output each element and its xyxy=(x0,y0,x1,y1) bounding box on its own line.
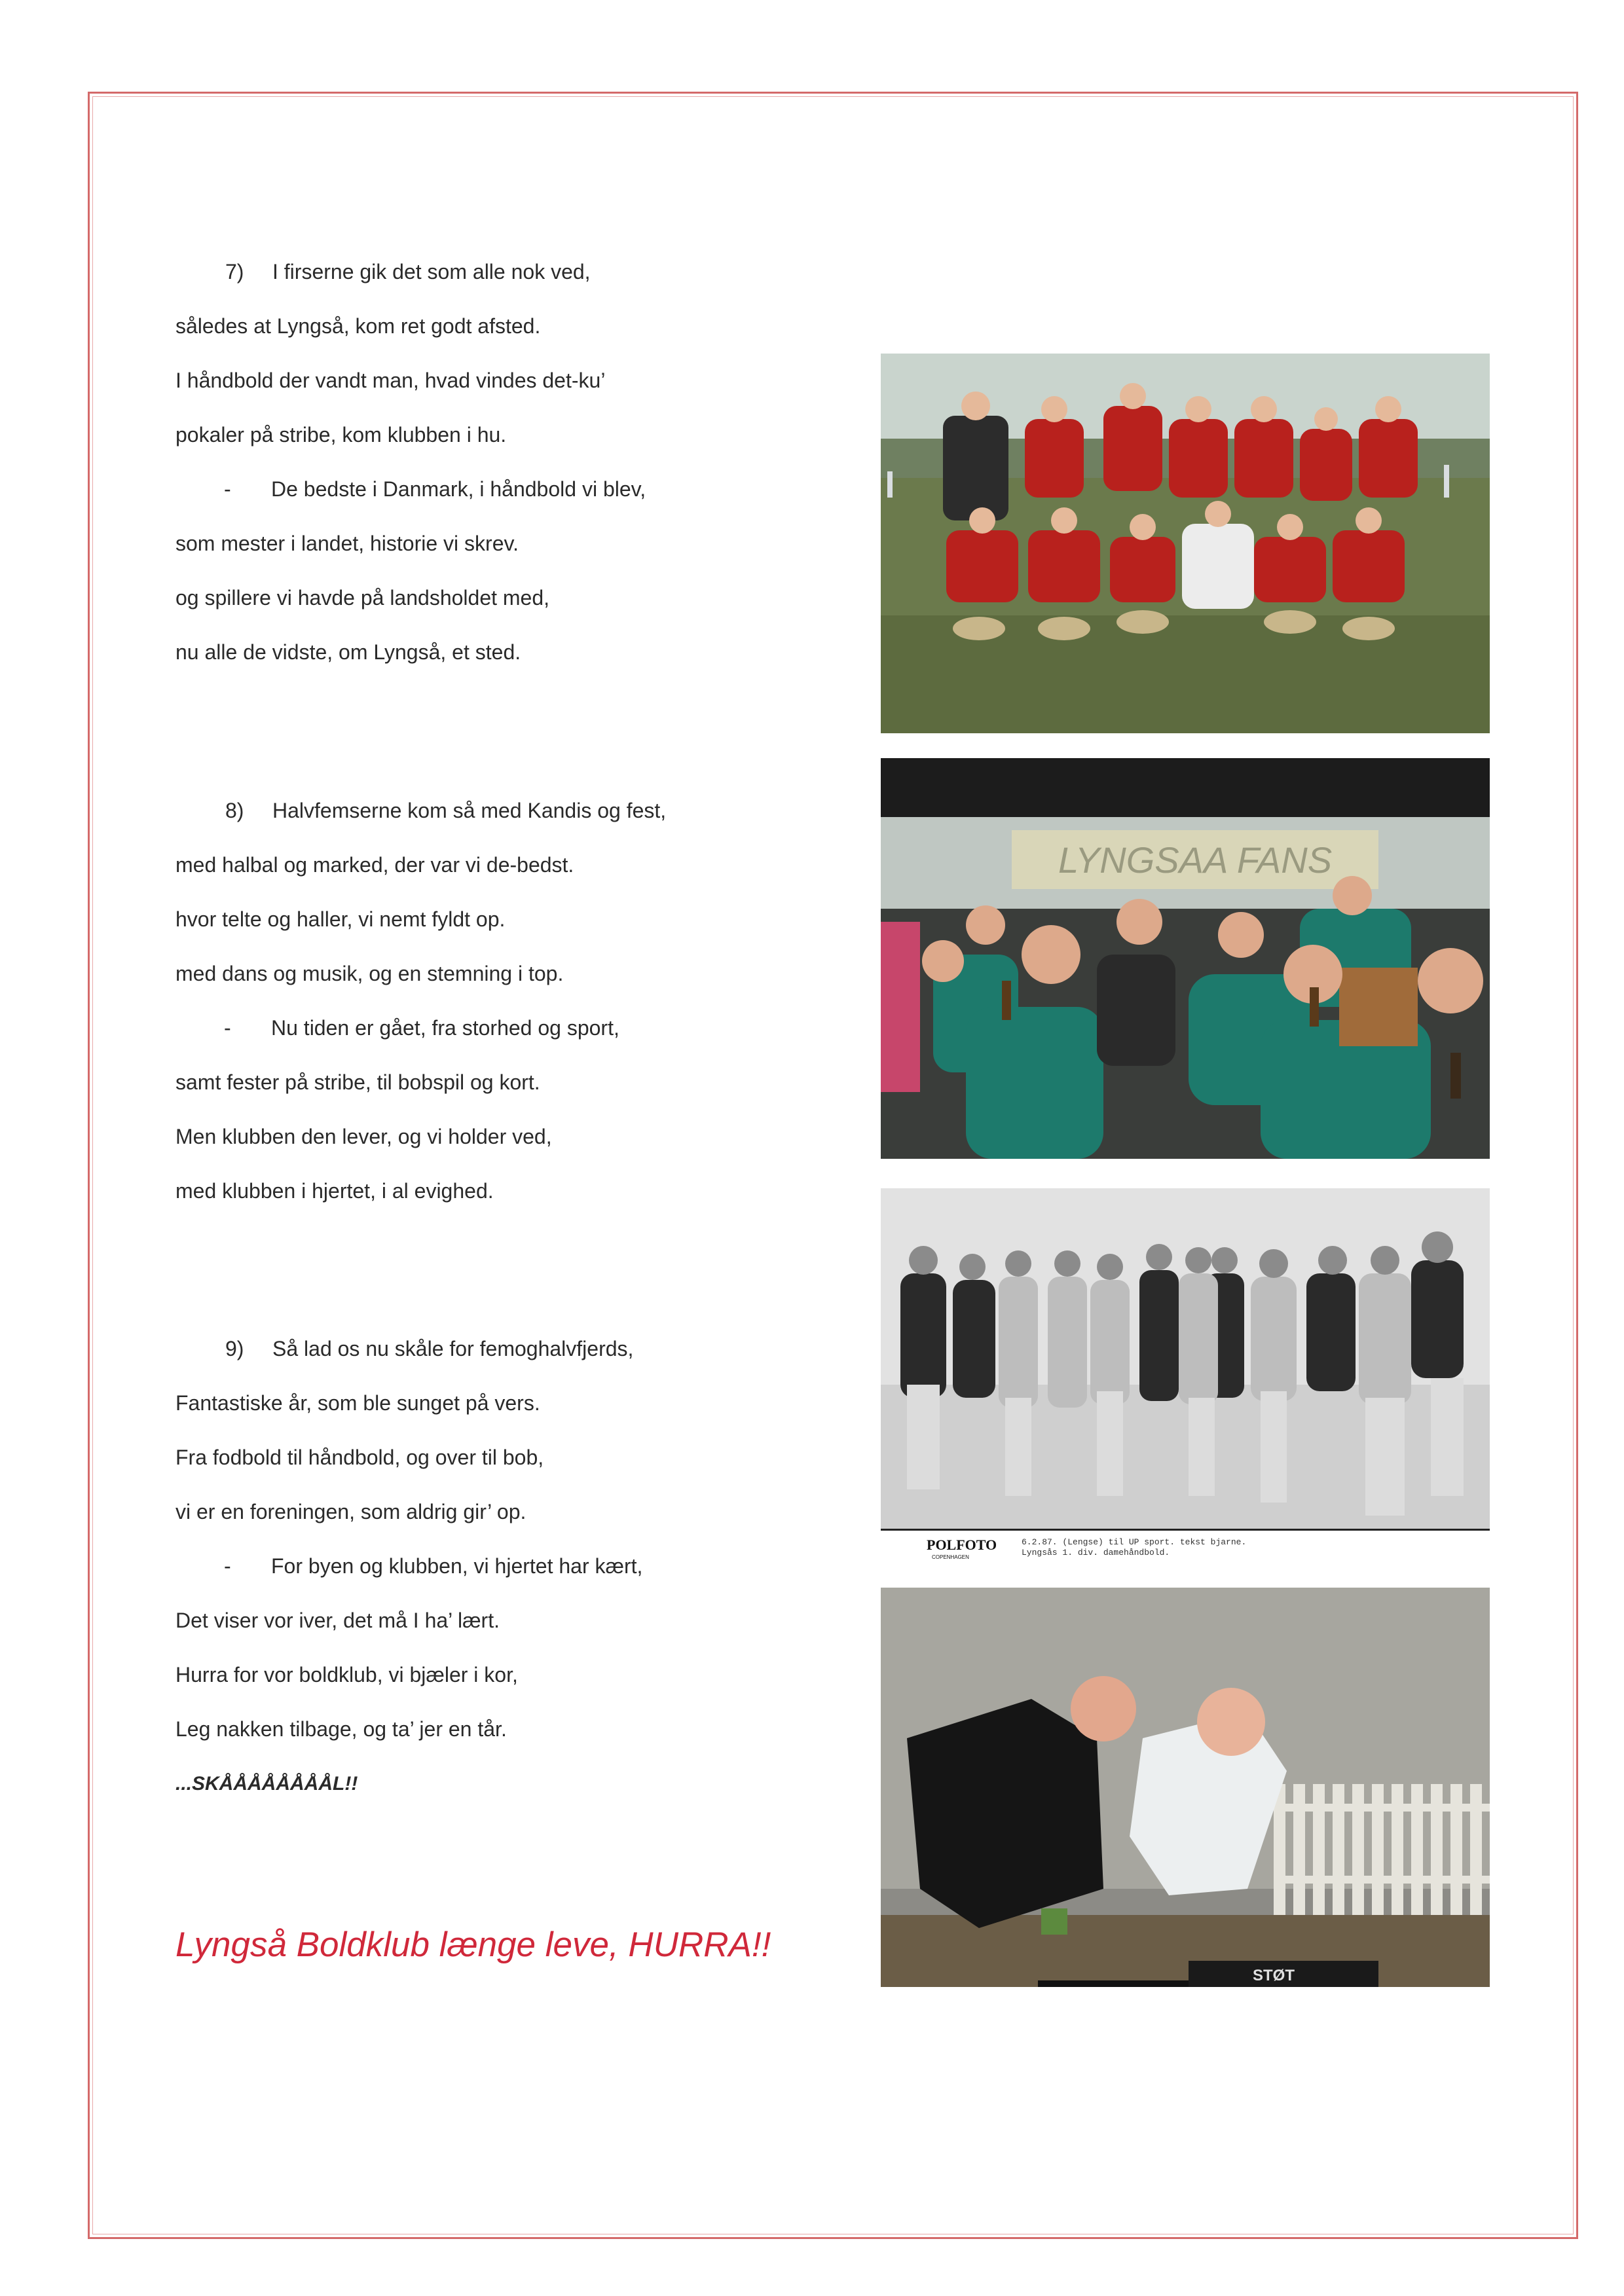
verse-line: Det viser vor iver, det må I ha’ lært. xyxy=(175,1609,500,1632)
verse-line: således at Lyngså, kom ret godt afsted. xyxy=(175,314,541,338)
closing-cheer: Lyngså Boldklub længe leve, HURRA!! xyxy=(175,1925,771,1964)
verse-line: - Nu tiden er gået, fra storhed og sport, xyxy=(224,1016,619,1040)
stage-photo xyxy=(881,1588,1490,1987)
verse-line: pokaler på stribe, kom klubben i hu. xyxy=(175,423,507,446)
verse-line: Fra fodbold til håndbold, og over til bob, xyxy=(175,1446,544,1469)
verse-line: - De bedste i Danmark, i håndbold vi blev, xyxy=(224,477,646,501)
verse-8 xyxy=(175,797,830,1232)
verse-line: Fantastiske år, som ble sunget på vers. xyxy=(175,1391,540,1415)
verse-number: 9) xyxy=(225,1337,244,1360)
verse-line: I håndbold der vandt man, hvad vindes det-ku’ xyxy=(175,369,606,392)
banner-text: LYNGSAA FANS xyxy=(1058,839,1333,881)
verse-number: 8) xyxy=(225,799,244,822)
verse-line: med klubben i hjertet, i al evighed. xyxy=(175,1179,494,1203)
verse-line: samt fester på stribe, til bobspil og kort. xyxy=(175,1070,540,1094)
verse-line: Hurra for vor boldklub, vi bjæler i kor, xyxy=(175,1663,518,1686)
press-caption-line-1: 6.2.87. (Lengse) til UP sport. tekst bjarne. xyxy=(1022,1537,1247,1547)
verse-line: nu alle de vidste, om Lyngså, et sted. xyxy=(175,640,521,664)
bus-fans-photo xyxy=(881,758,1490,1159)
verse-line: 7) I firserne gik det som alle nok ved, xyxy=(175,259,830,313)
verse-line: Men klubben den lever, og vi holder ved, xyxy=(175,1125,552,1148)
stage-sign-text: STØT xyxy=(1253,1967,1295,1984)
verse-line: med dans og musik, og en stemning i top. xyxy=(175,962,564,985)
verse-line: hvor telte og haller, vi nemt fyldt op. xyxy=(175,907,506,931)
skaal-shout: ...SKÅÅÅÅÅÅÅÅL!! xyxy=(175,1773,358,1795)
verse-line: Leg nakken tilbage, og ta’ jer en tår. xyxy=(175,1717,507,1741)
verse-line: som mester i landet, historie vi skrev. xyxy=(175,532,519,555)
verse-7 xyxy=(175,259,830,693)
verse-9 xyxy=(175,1336,830,1825)
handball-press-photo xyxy=(881,1188,1490,1565)
verse-line: med halbal og marked, der var vi de-bedst. xyxy=(175,853,574,877)
verse-line: vi er en foreningen, som aldrig gir’ op. xyxy=(175,1500,526,1523)
verse-line: 8) Halvfemserne kom så med Kandis og fest, xyxy=(175,797,830,852)
verse-line: og spillere vi havde på landsholdet med, xyxy=(175,586,550,610)
press-caption-line-2: Lyngsås 1. div. damehåndbold. xyxy=(1022,1548,1170,1558)
team-photo xyxy=(881,354,1490,733)
press-agency-sub: COPENHAGEN xyxy=(932,1554,969,1560)
verse-number: 7) xyxy=(225,260,244,283)
press-agency-label: POLFOTO xyxy=(927,1537,997,1553)
verse-line: 9) Så lad os nu skåle for femoghalvfjerds, xyxy=(175,1336,830,1390)
verse-line: - For byen og klubben, vi hjertet har kært, xyxy=(224,1554,643,1578)
